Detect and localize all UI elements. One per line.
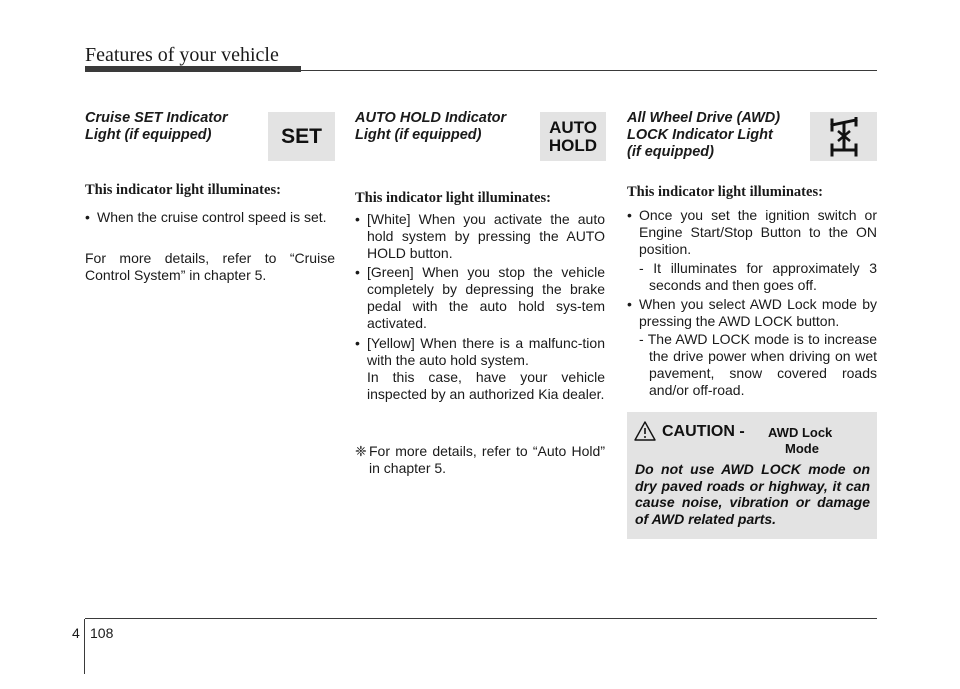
auto-hold-indicator-line2: HOLD	[548, 135, 598, 155]
header-rule	[301, 70, 877, 71]
caution-subtitle-line1: AWD Lock	[768, 425, 833, 440]
cruise-bullet-1	[85, 209, 335, 226]
autohold-subhead: This indicator light illuminates:	[355, 190, 551, 206]
cruise-paragraph	[85, 250, 335, 284]
awd-subhead: This indicator light illuminates:	[627, 184, 823, 200]
awd-bullet-1-sub: - It illuminates for approximately 3 seconds and then goes off.	[639, 260, 877, 293]
autohold-heading	[355, 110, 530, 144]
page-header-title: Features of your vehicle	[85, 44, 279, 66]
awd-heading	[627, 110, 802, 161]
autohold-heading-line2: Light (if equipped)	[355, 127, 482, 143]
awd-lock-icon	[826, 117, 862, 157]
cruise-heading-line1: Cruise SET Indicator	[85, 110, 228, 126]
auto-hold-indicator-light	[540, 112, 606, 161]
bullet-dot: •	[85, 209, 90, 225]
auto-hold-indicator-label	[549, 119, 597, 155]
autohold-bullet-1-text: [White] When you activate the auto hold system by pressing the AUTO HOLD button.	[367, 211, 605, 261]
autohold-bullet-3	[355, 335, 605, 369]
autohold-heading-line1: AUTO HOLD Indicator	[355, 110, 507, 126]
cruise-heading-line2: Light (if equipped)	[85, 127, 212, 143]
cruise-subhead: This indicator light illuminates:	[85, 182, 281, 198]
awd-heading-line3: (if equipped)	[627, 144, 714, 160]
awd-bullet-2-sub: - The AWD LOCK mode is to increase the drive power when driving on wet pavement, snow covered roads and/or off-road.	[639, 331, 877, 398]
bullet-dot: •	[355, 211, 360, 227]
footer-rule	[85, 618, 877, 619]
caution-text: Do not use AWD LOCK mode on dry paved roads or highway, it can cause noise, vibration or damage of AWD related parts.	[635, 461, 870, 527]
autohold-bullet-3-extra: In this case, have your vehicle inspected by an authorized Kia dealer.	[367, 369, 605, 402]
autohold-bullet-2	[355, 264, 605, 332]
autohold-bullet-3-text: [Yellow] When there is a malfunc-tion with the auto hold system.	[367, 335, 605, 368]
awd-heading-line2: LOCK Indicator Light	[627, 127, 773, 143]
bullet-dot: •	[627, 296, 632, 312]
caution-title: CAUTION -	[662, 423, 745, 440]
chapter-number: 4	[72, 625, 80, 641]
page-number: 108	[90, 625, 114, 641]
bullet-dot: •	[627, 207, 632, 223]
bullet-dot: •	[355, 264, 360, 280]
cruise-heading	[85, 110, 260, 144]
caution-subtitle-line2: Mode	[785, 441, 819, 456]
auto-hold-indicator-line1: AUTO	[549, 117, 597, 137]
cruise-paragraph-line2: Control System” in chapter 5.	[85, 267, 267, 283]
autohold-note-text: For more details, refer to “Auto Hold” in chapter 5.	[369, 443, 605, 476]
awd-lock-indicator-light	[810, 112, 877, 161]
awd-bullet-2-text: When you select AWD Lock mode by pressing the AWD LOCK button.	[639, 296, 877, 329]
awd-bullet-2	[627, 296, 877, 330]
autohold-bullet-1	[355, 211, 605, 262]
set-indicator-light	[268, 112, 335, 161]
footer-divider	[84, 619, 85, 674]
awd-bullet-1	[627, 207, 877, 258]
cruise-paragraph-line1: For more details, refer to “Cruise	[85, 250, 335, 266]
autohold-note	[355, 443, 605, 477]
note-symbol: ❈	[355, 443, 367, 459]
cruise-bullet-1-text: When the cruise control speed is set.	[97, 209, 327, 225]
set-indicator-label: SET	[281, 124, 322, 148]
header-bar	[85, 66, 301, 72]
warning-triangle-icon	[633, 420, 657, 442]
awd-bullet-1-text: Once you set the ignition switch or Engine Start/Stop Button to the ON position.	[639, 207, 877, 257]
autohold-bullet-2-text: [Green] When you stop the vehicle completely by depressing the brake pedal with the auto hold sys-tem activated.	[367, 264, 605, 331]
bullet-dot: •	[355, 335, 360, 351]
awd-heading-line1: All Wheel Drive (AWD)	[627, 110, 781, 126]
